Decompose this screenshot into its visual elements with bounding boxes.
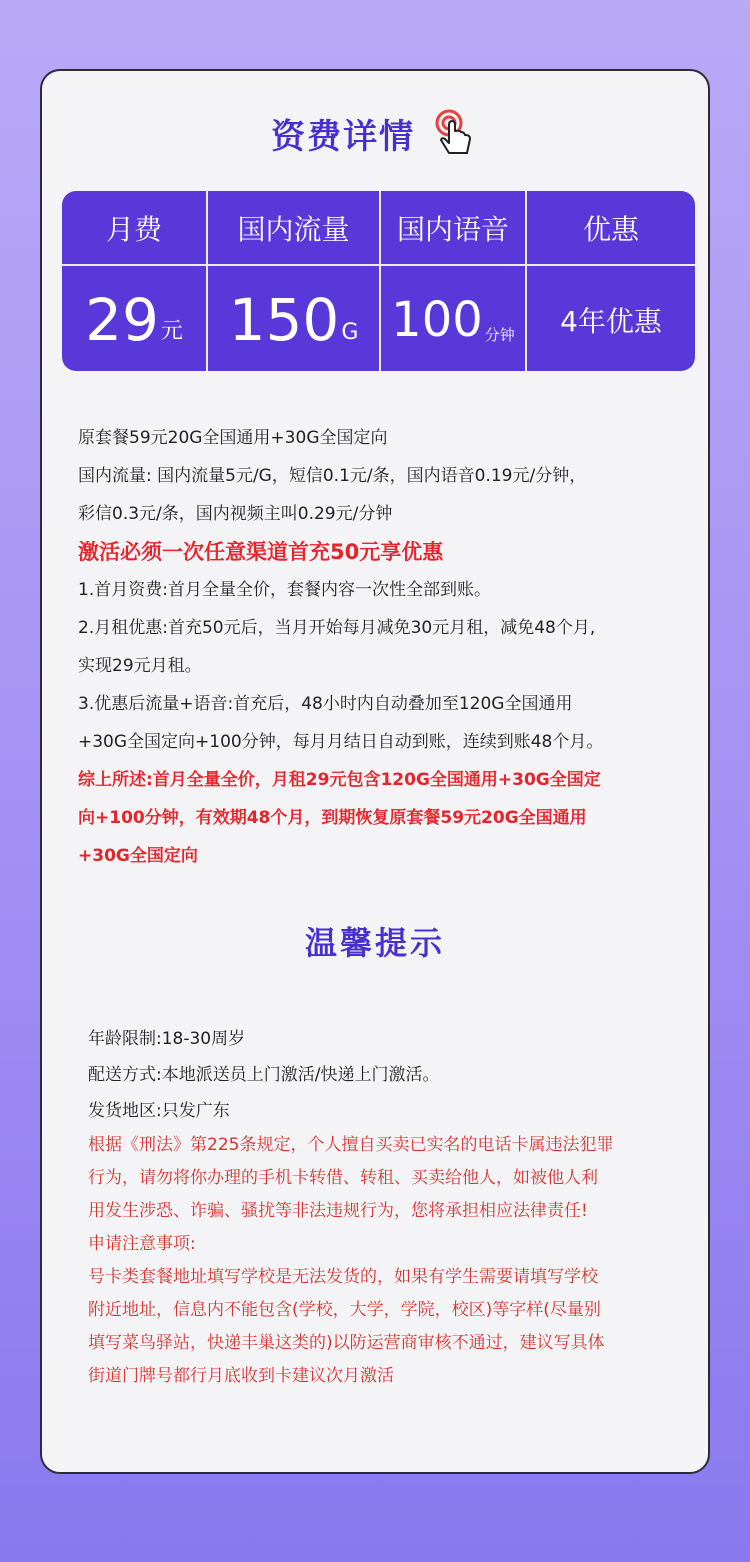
detail-item: 实现29元月租。 xyxy=(78,656,202,676)
tips-content xyxy=(88,1021,688,1393)
warning-line: 根据《刑法》第225条规定，个人擅自买卖已实名的电话卡属违法犯罪 xyxy=(88,1135,614,1155)
page-title: 资费详情 xyxy=(271,117,416,157)
detail-item: 3.优惠后流量+语音:首充后，48小时内自动叠加至120G全国通用 xyxy=(78,694,573,714)
summary-line: 综上所述:首月全量全价，月租29元包含120G全国通用+30G全国定 xyxy=(78,770,601,790)
header-monthly-fee: 月费 xyxy=(62,191,208,264)
warning-line: 街道门牌号都行月底收到卡建议次月激活 xyxy=(88,1366,394,1386)
tip-line: 配送方式:本地派送员上门激活/快递上门激活。 xyxy=(88,1065,440,1085)
summary-line: +30G全国定向 xyxy=(78,846,198,866)
voice-unit: 分钟 xyxy=(484,326,515,344)
warning-line: 用发生涉恐、诈骗、骚扰等非法违规行为，您将承担相应法律责任! xyxy=(88,1201,588,1221)
header-discount: 优惠 xyxy=(582,212,639,246)
tip-line: 发货地区:只发广东 xyxy=(88,1101,230,1121)
data-value: 150 xyxy=(228,285,340,354)
data-unit: G xyxy=(341,320,359,345)
header-domestic-voice: 国内语音 xyxy=(381,191,527,264)
discount-value: 4年优惠 xyxy=(560,304,662,338)
warning-line: 号卡类套餐地址填写学校是无法发货的，如果有学生需要请填写学校 xyxy=(88,1267,598,1287)
detail-item: 1.首月资费:首月全量全价，套餐内容一次性全部到账。 xyxy=(78,580,491,600)
monthly-fee-cell xyxy=(62,266,208,371)
warning-line: 行为，请勿将你办理的手机卡转借、转租、买卖给他人，如被他人利 xyxy=(88,1168,598,1188)
voice-cell xyxy=(381,266,527,371)
activation-highlight: 激活必须一次任意渠道首充50元享优惠 xyxy=(78,540,444,564)
plan-summary-table xyxy=(62,191,695,371)
detail-line: 彩信0.3元/条，国内视频主叫0.29元/分钟 xyxy=(78,504,393,524)
plan-details xyxy=(78,419,688,875)
table-header-row xyxy=(62,191,695,264)
warning-line: 附近地址，信息内不能包含(学校，大学，学院，校区)等字样(尽量别 xyxy=(88,1300,601,1320)
tip-line: 年龄限制:18-30周岁 xyxy=(88,1029,246,1049)
table-value-row xyxy=(62,264,695,371)
monthly-fee-value: 29 xyxy=(85,285,159,354)
detail-item: +30G全国定向+100分钟，每月月结日自动到账，连续到账48个月。 xyxy=(78,732,604,752)
warning-line: 填写菜鸟驿站，快递丰巢这类的)以防运营商审核不通过，建议写具体 xyxy=(88,1333,605,1353)
detail-item: 2.月租优惠:首充50元后，当月开始每月减免30元月租，减免48个月, xyxy=(78,618,596,638)
notice-heading: 申请注意事项: xyxy=(88,1234,196,1254)
pointer-hand-icon xyxy=(435,109,479,168)
voice-value: 100 xyxy=(391,291,483,348)
monthly-fee-unit: 元 xyxy=(160,319,183,344)
summary-line: 向+100分钟，有效期48个月，到期恢复原套餐59元20G全国通用 xyxy=(78,808,587,828)
tips-title: 温馨提示 xyxy=(304,924,445,962)
plan-card xyxy=(40,69,710,1474)
header-domestic-data: 国内流量 xyxy=(208,191,381,264)
data-cell xyxy=(208,266,381,371)
detail-line: 原套餐59元20G全国通用+30G全国定向 xyxy=(78,428,388,448)
section-title xyxy=(42,109,708,168)
detail-line: 国内流量: 国内流量5元/G，短信0.1元/条，国内语音0.19元/分钟， xyxy=(78,466,587,486)
